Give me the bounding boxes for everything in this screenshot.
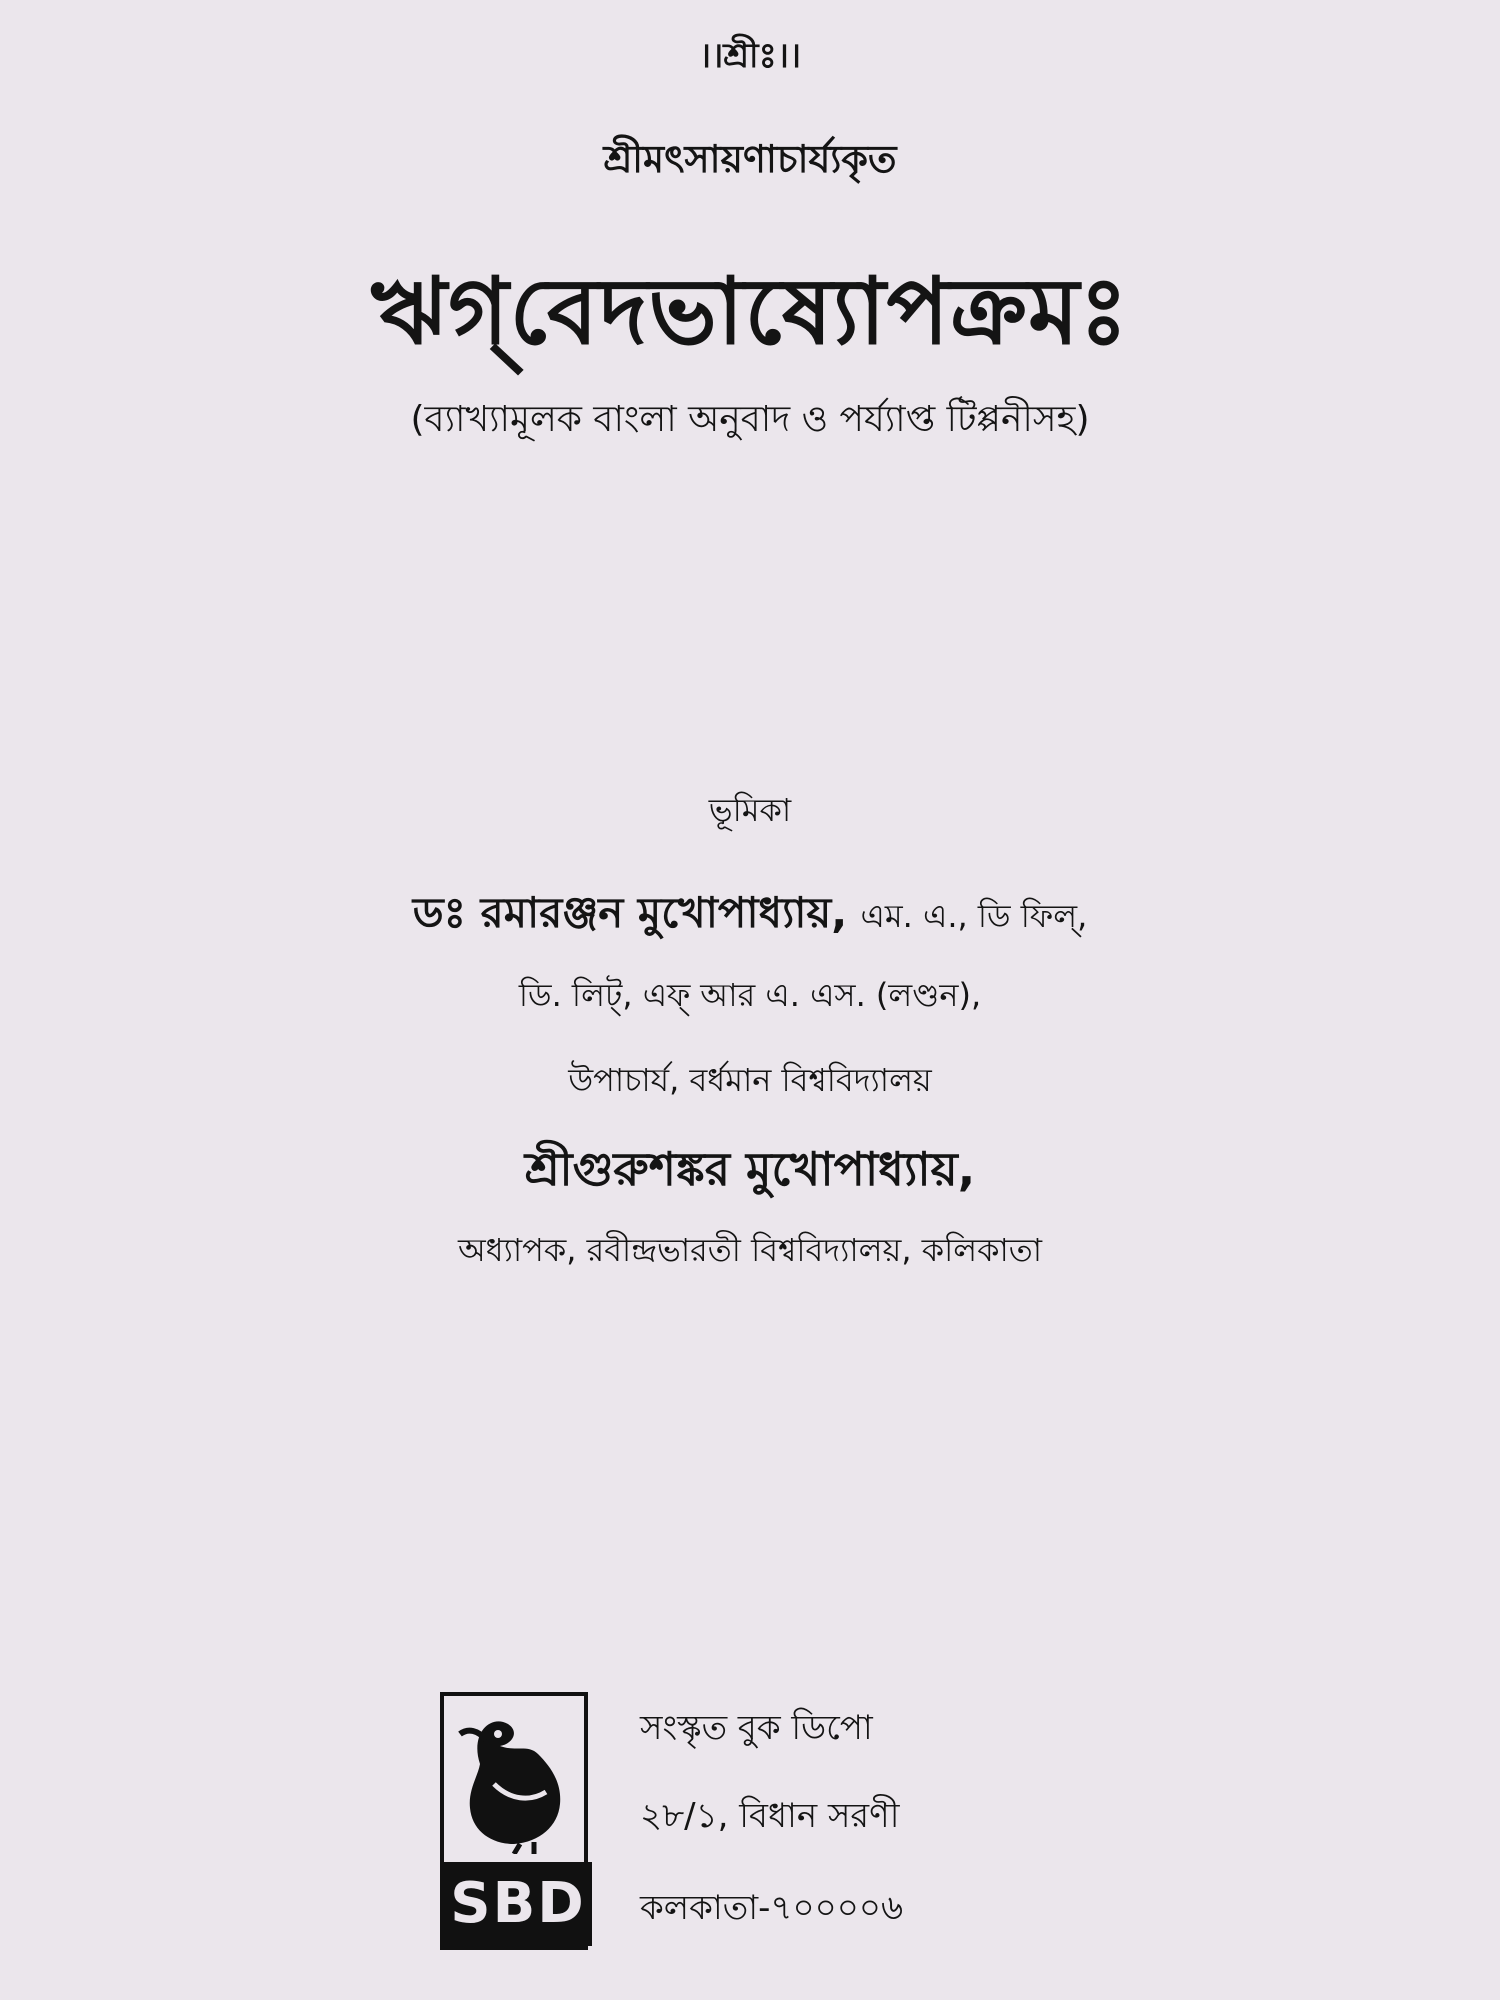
contributor-1-post: উপাচার্য, বর্ধমান বিশ্ববিদ্যালয়	[568, 1061, 932, 1099]
introduction-label: ভূমিকা	[708, 791, 792, 829]
contributor-1-degrees-2: ডি. লিট্, এফ্ আর এ. এস. (লণ্ডন),	[518, 976, 982, 1014]
publisher-logo-text: SBD	[444, 1862, 592, 1946]
contributor-2-post: অধ্যাপক, রবীন্দ্রভারতী বিশ্ববিদ্যালয়, কলিকাতা	[457, 1231, 1043, 1269]
book-title: ঋগ্‌বেদভাষ্যোপক্রমঃ	[370, 258, 1130, 365]
bird-icon	[450, 1704, 578, 1854]
book-subtitle: (ব্যাখ্যামূলক বাংলা অনুবাদ ও পর্য্যাপ্ত টিপ্পনীসহ)	[410, 399, 1090, 440]
publisher-logo	[440, 1692, 588, 1950]
publisher-block	[440, 1692, 1200, 1962]
publisher-address: ২৮/১, বিধান সরণী	[640, 1796, 900, 1836]
publisher-city: কলকাতা-৭০০০০৬	[640, 1888, 904, 1928]
author-line: শ্রীমৎসায়ণাচার্য্যকৃত	[603, 137, 897, 181]
contributor-2-name: শ্রীগুরুশঙ্কর মুখোপাধ্যায়,	[524, 1142, 976, 1196]
contributor-1-name: ডঃ রমারঞ্জন মুখোপাধ্যায়,	[412, 888, 848, 937]
invocation: ।।শ্রীঃ।।	[698, 36, 802, 76]
contributor-1	[0, 880, 1500, 951]
publisher-name: সংস্কৃত বুক ডিপো	[640, 1708, 873, 1748]
contributor-1-degrees: এম. এ., ডি ফিল্,	[860, 897, 1088, 935]
